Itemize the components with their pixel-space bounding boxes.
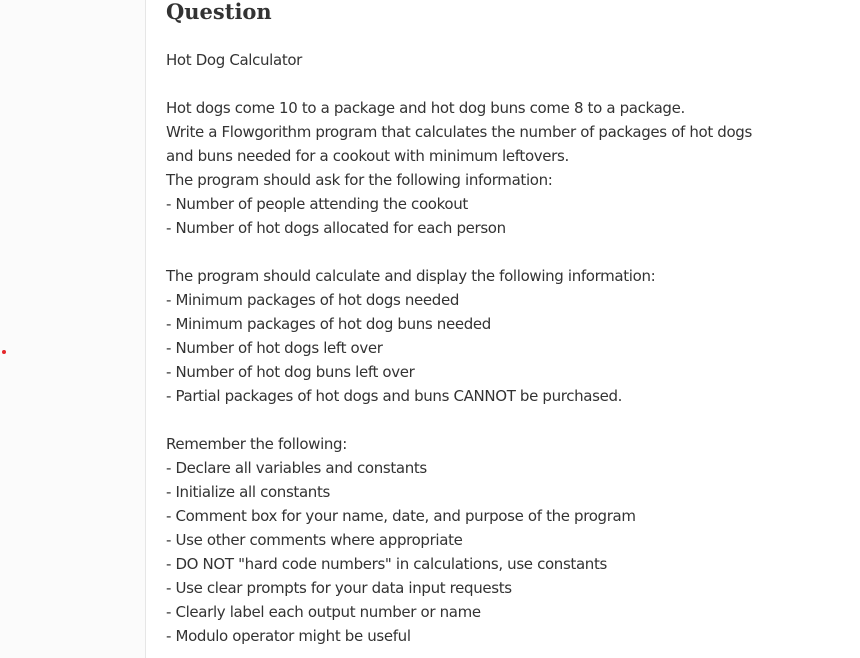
paragraph-line: and buns needed for a cookout with minimum leftovers. [166, 147, 569, 165]
list-item: - Comment box for your name, date, and purpose of the program [166, 507, 636, 525]
list-item: - Use other comments where appropriate [166, 531, 463, 549]
question-heading: Question [166, 0, 272, 24]
left-sidebar-rail [0, 0, 146, 658]
red-dot-marker [2, 350, 6, 354]
paragraph-line: The program should ask for the following information: [166, 171, 553, 189]
list-item: - Initialize all constants [166, 483, 330, 501]
list-item: - Clearly label each output number or name [166, 603, 481, 621]
question-content [166, 0, 846, 648]
paragraph-reminders [166, 432, 846, 648]
question-title-text: Hot Dog Calculator [166, 51, 302, 69]
list-item: - Number of hot dog buns left over [166, 363, 415, 381]
question-title [166, 48, 846, 72]
paragraph-outputs [166, 264, 846, 408]
list-item: - Partial packages of hot dogs and buns CANNOT be purchased. [166, 387, 623, 405]
list-item: - DO NOT "hard code numbers" in calculations, use constants [166, 555, 607, 573]
paragraph-line: Write a Flowgorithm program that calculates the number of packages of hot dogs [166, 123, 752, 141]
list-item: - Number of hot dogs allocated for each person [166, 219, 506, 237]
list-item: - Declare all variables and constants [166, 459, 427, 477]
list-item: - Modulo operator might be useful [166, 627, 411, 645]
paragraph-line: Hot dogs come 10 to a package and hot dog buns come 8 to a package. [166, 99, 685, 117]
list-item: - Number of hot dogs left over [166, 339, 383, 357]
paragraph-line: The program should calculate and display the following information: [166, 267, 656, 285]
list-item: - Use clear prompts for your data input requests [166, 579, 512, 597]
paragraph-requirements [166, 96, 846, 240]
list-item: - Number of people attending the cookout [166, 195, 468, 213]
list-item: - Minimum packages of hot dogs needed [166, 291, 460, 309]
list-item: - Minimum packages of hot dog buns needed [166, 315, 491, 333]
paragraph-line: Remember the following: [166, 435, 347, 453]
